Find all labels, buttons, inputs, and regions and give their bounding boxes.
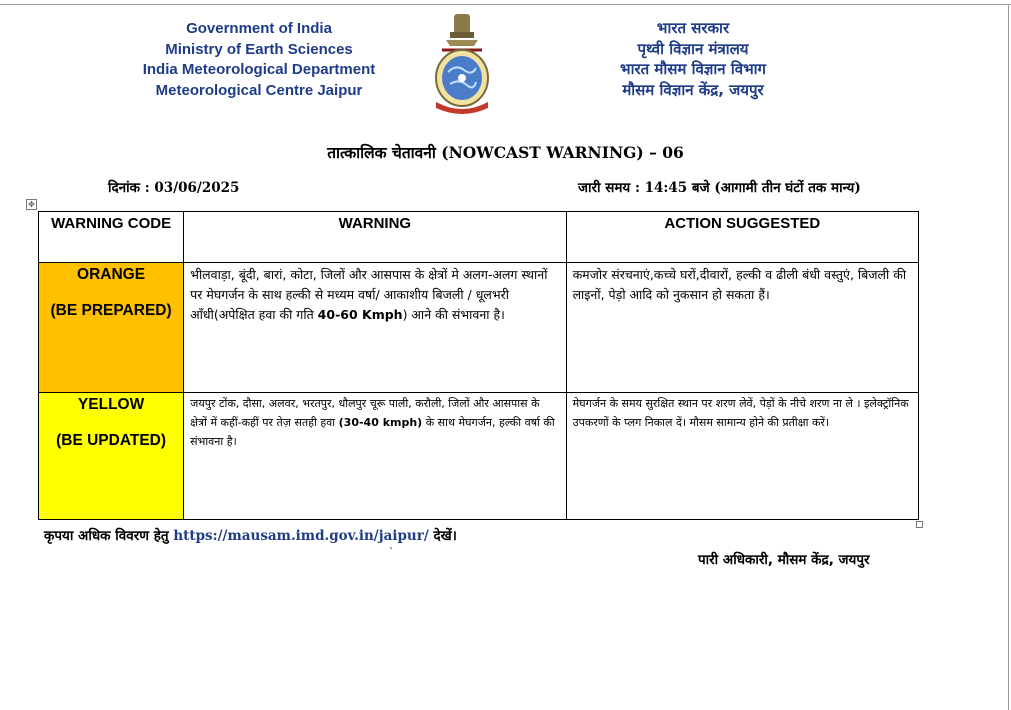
header-action-suggested	[566, 212, 918, 263]
table-move-handle-icon[interactable]: ✥	[26, 199, 37, 210]
page-border-top	[0, 4, 1011, 5]
header-hindi-line: मौसम विज्ञान केंद्र, जयपुर	[622, 80, 764, 99]
imd-emblem-icon	[430, 12, 494, 118]
page-border-right	[1008, 4, 1009, 710]
header-hindi	[578, 18, 808, 100]
header-warning-code	[39, 212, 184, 263]
table-row	[39, 263, 919, 393]
action-text: कमजोर संरचनाएं,कच्चे घरों,दीवारों, हल्की व ढीली बंधी वस्तुएं, बिजली की लाइनों, पेड़ो आदि को नुकसान हो सकता हैं।	[572, 267, 907, 302]
warning-text-yellow	[184, 393, 566, 520]
imd-jaipur-link[interactable]: https://mausam.imd.gov.in/jaipur/	[173, 528, 429, 544]
header-warning	[184, 212, 566, 263]
warning-text-part: के साथ मेघगर्जन, हल्की वर्षा की संभावना है।	[190, 416, 555, 448]
warning-text-part: भीलवाड़ा, बूंदी, बारां, कोटा, जिलों और आसपास के क्षेत्रों मे अलग-अलग स्थानों पर मेघगर्जन के साथ हल्की से मध्यम वर्षा/ आकाशीय बिजली / धूलभरी आँधी(अपेक्षित हवा की गति	[190, 267, 548, 322]
issue-date: दिनांक : 03/06/2025	[108, 180, 240, 196]
issue-time: जारी समय : 14:45 बजे (आगामी तीन घंटों तक मान्य)	[578, 180, 861, 196]
table-row	[39, 393, 919, 520]
page-title: तात्कालिक चेतावनी (NOWCAST WARNING) – 06	[327, 143, 684, 162]
warning-table	[38, 211, 919, 520]
header-english-line: Government of India	[186, 20, 332, 37]
wind-speed-value: 40-60 Kmph	[317, 307, 403, 322]
warning-text-orange	[184, 263, 566, 393]
signature: पारी अधिकारी, मौसम केंद्र, जयपुर	[698, 552, 870, 568]
header-hindi-line: भारत सरकार	[656, 19, 730, 37]
header-hindi-line: पृथ्वी विज्ञान मंत्रालय	[637, 39, 749, 58]
warning-text-part: जयपुर टोंक, दौसा, अलवर, भरतपुर, धौलपुर चूरू पाली, करौली, जिलों और आसपास के क्षेत्रों में कहीं-कहीं पर तेज़ सतही हवा	[190, 397, 540, 429]
action-text-yellow	[566, 393, 918, 520]
header-english-line: India Meteorological Department	[142, 61, 376, 78]
header-warning-label: WARNING	[338, 215, 412, 232]
header-warning-code-label: WARNING CODE	[51, 215, 172, 232]
wind-speed-value: (30-40 kmph)	[338, 416, 423, 429]
warning-code-name: ORANGE	[77, 266, 146, 283]
warning-code-name: YELLOW	[77, 396, 145, 413]
more-info-prefix: कृपया अधिक विवरण हेतु	[44, 528, 174, 544]
table-header-row	[39, 212, 919, 263]
action-text-orange	[566, 263, 918, 393]
warning-code-sub: (BE UPDATED)	[56, 432, 167, 449]
header-english-line: Meteorological Centre Jaipur	[155, 81, 363, 99]
warning-code-sub: (BE PREPARED)	[50, 302, 172, 319]
more-info-line	[44, 526, 457, 544]
more-info-suffix: देखें।	[428, 528, 457, 544]
header-hindi-line: भारत मौसम विज्ञान विभाग	[620, 60, 766, 78]
header-english	[118, 19, 400, 101]
header-action-label: ACTION SUGGESTED	[664, 215, 821, 232]
header-english-line: Ministry of Earth Sciences	[165, 40, 353, 58]
stray-mark: `	[389, 547, 394, 558]
warning-code-orange	[39, 263, 184, 393]
action-text: मेघगर्जन के समय सुरक्षित स्थान पर शरण लेवें, पेड़ों के नीचे शरण ना ले । इलेक्ट्रॉनिक उपकरणों के प्लग निकाल दें। मौसम सामान्य होने की प्रतीक्षा करें।	[572, 397, 909, 429]
table-resize-handle[interactable]	[916, 521, 923, 528]
warning-text-part: ) आने की संभावना है।	[402, 307, 505, 322]
warning-code-yellow	[39, 393, 184, 520]
